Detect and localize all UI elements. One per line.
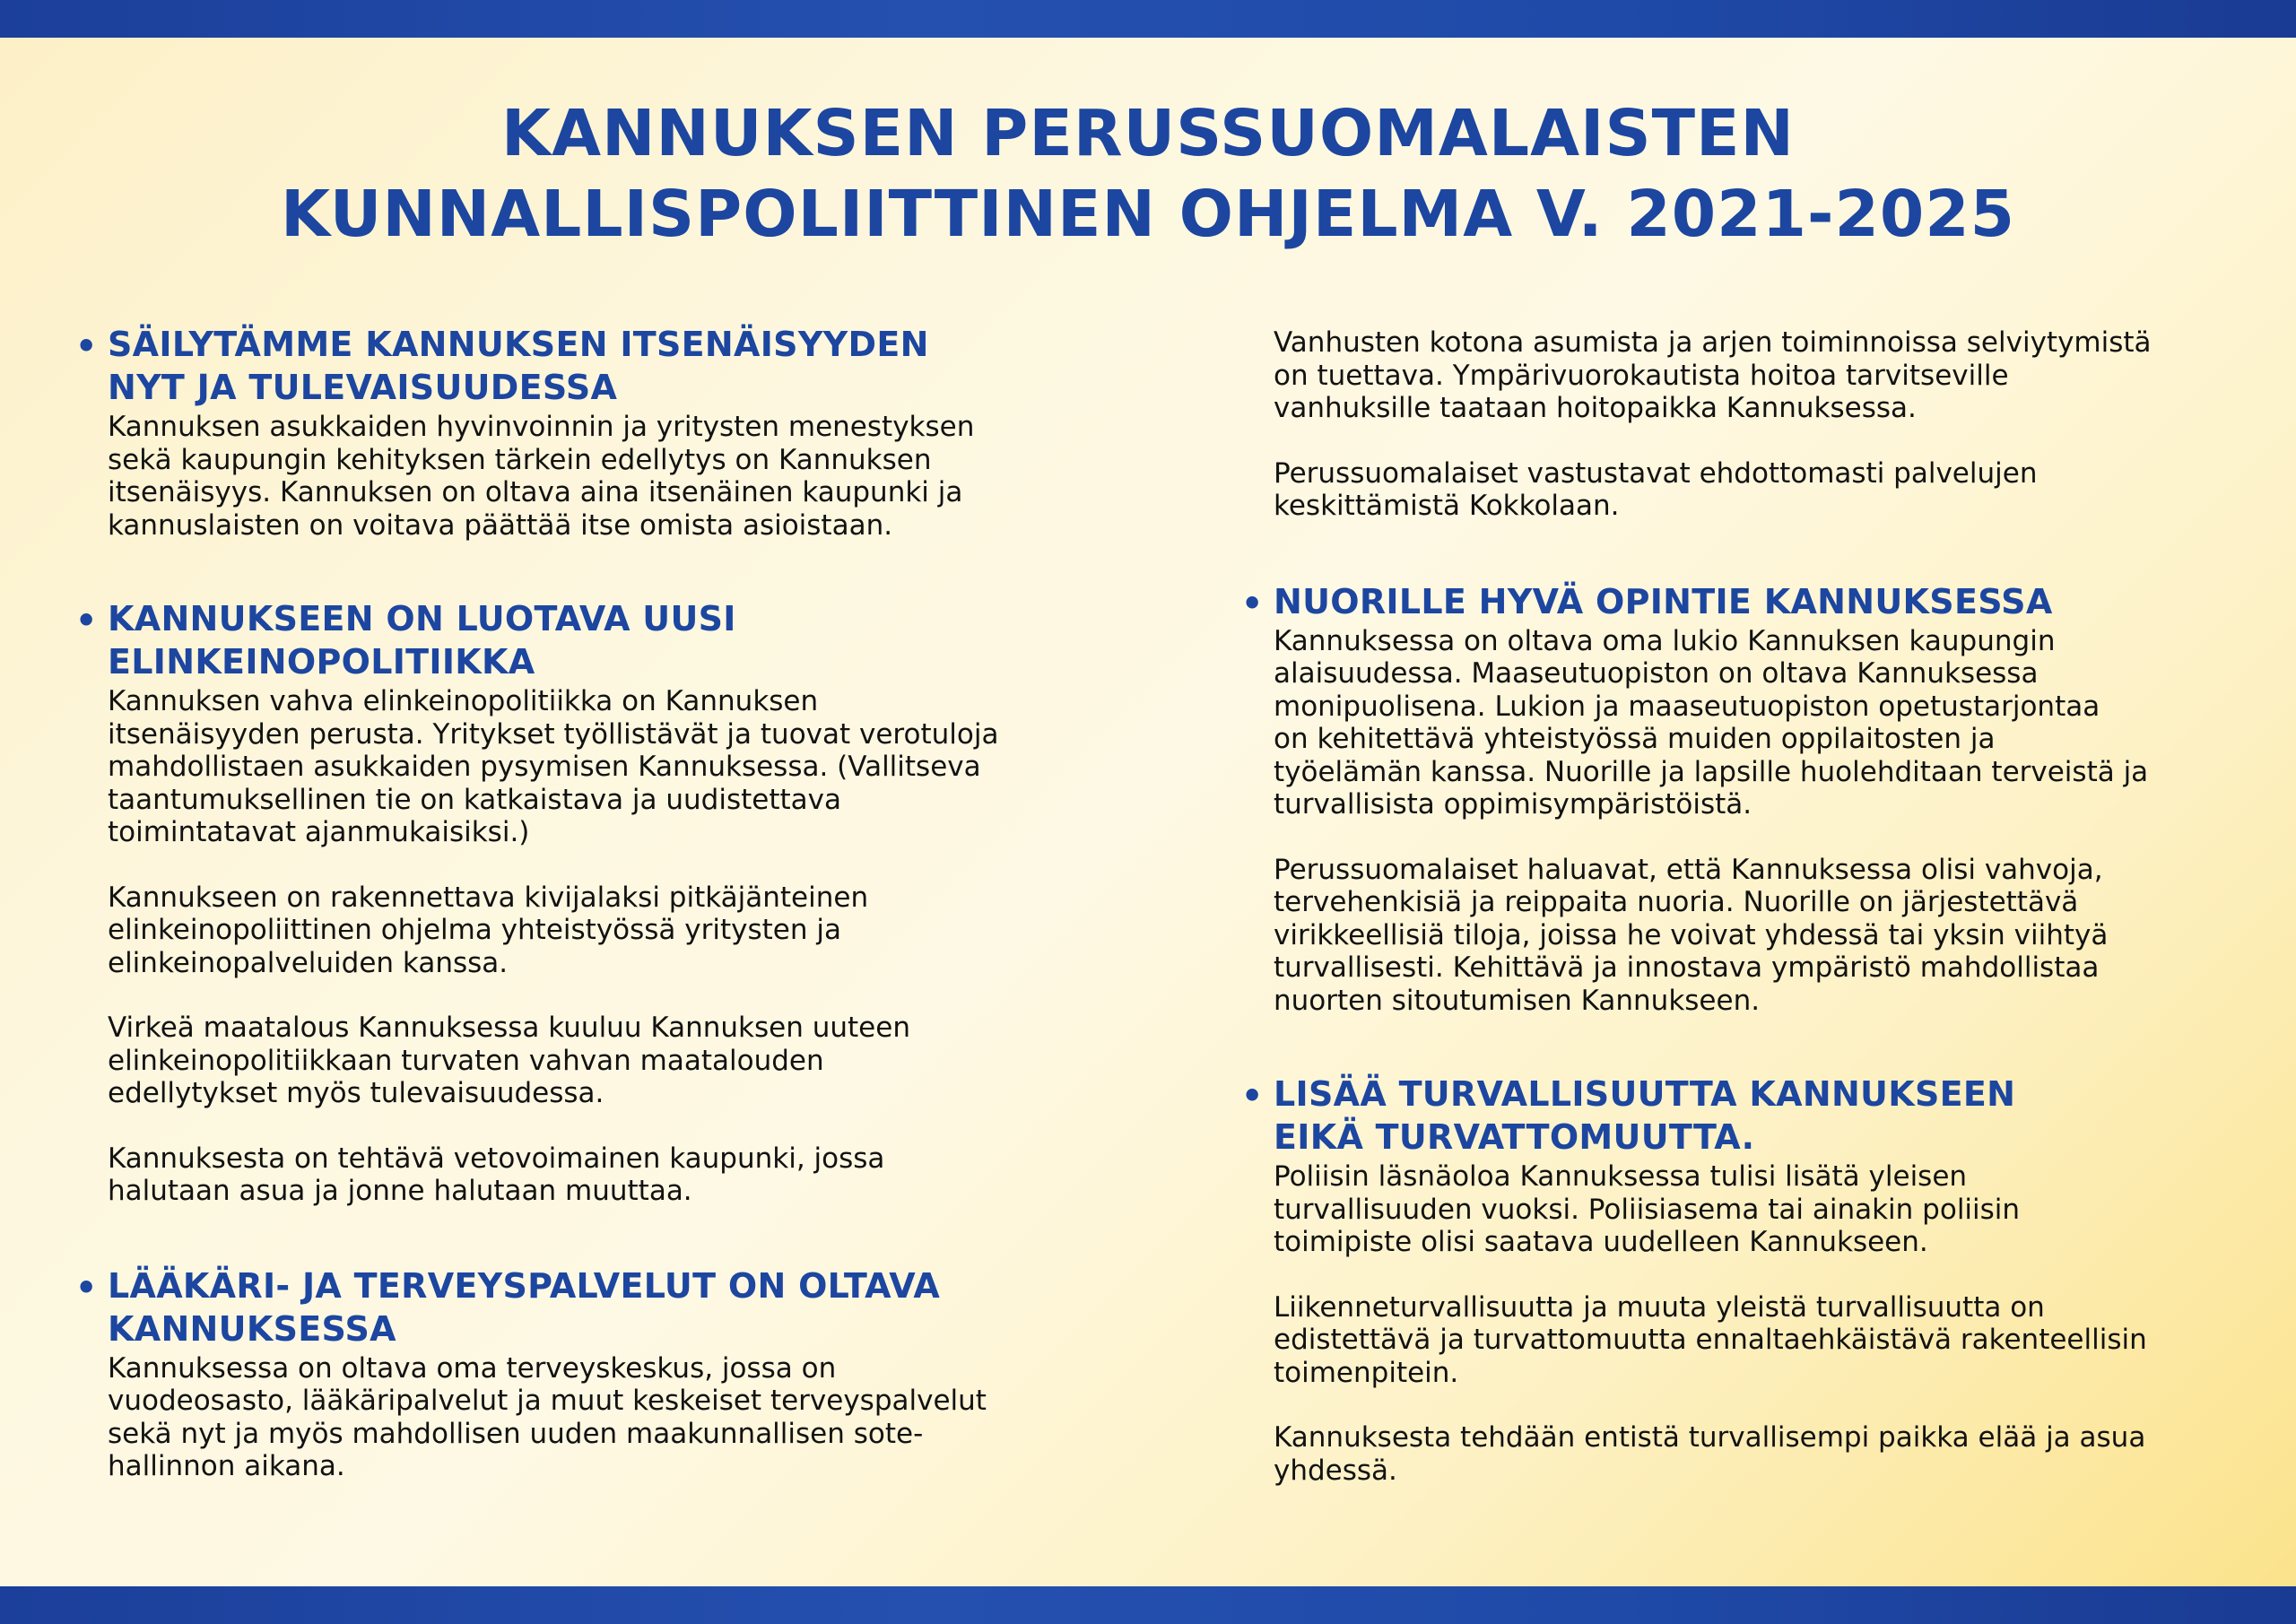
section-heading xyxy=(1241,580,2246,623)
section-business-policy xyxy=(75,597,1089,1208)
paragraph: Kannukseen on rakennettava kivijalaksi pitkäjänteinen elinkeinopoliittinen ohjelma yhteistyössä yritysten ja elinkeinopalveluiden kanssa. xyxy=(108,881,869,979)
section-safety xyxy=(1241,1073,2246,1487)
section-heading xyxy=(75,597,1089,683)
paragraph: Kannuksessa on oltava oma lukio Kannuksen kaupungin alaisuudessa. Maaseutuopiston on oltava Kannuksessa monipuolisena. Lukion ja maaseutuopiston opetustarjontaa on kehitettävä yhteistyössä muiden oppilaitosten ja työelämän kanssa. Nuorille ja lapsille huolehditaan terveistä ja turvallisista oppimisympäristöistä. xyxy=(1274,624,2149,821)
left-column xyxy=(75,323,1089,1483)
bullet-icon: • xyxy=(75,1267,98,1307)
paragraph: Perussuomalaiset haluavat, että Kannuksessa olisi vahvoja, tervehenkisiä ja reippaita nuoria. Nuorille on järjestettävä virikkeellisiä tiloja, joissa he voivat yhdessä tai yksin viihtyä turvallisesti. Kehittävä ja innostava ympäristö mahdollistaa nuorten sitoutumisen Kannukseen. xyxy=(1274,853,2109,1017)
bullet-icon: • xyxy=(1241,1076,1264,1116)
paragraph: Kannuksen asukkaiden hyvinvoinnin ja yritysten menestyksen sekä kaupungin kehityksen tärkein edellytys on Kannuksen itsenäisyys. Kannuksen on oltava aina itsenäinen kaupunki ja kannuslaisten on voitava päättää itse omista asioistaan. xyxy=(108,411,975,542)
section-heading xyxy=(1241,1073,2246,1159)
paragraph: Kannuksesta tehdään entistä turvallisempi paikka elää ja asua yhdessä. xyxy=(1274,1421,2146,1487)
title-line-1: KANNUKSEN PERUSSUOMALAISTEN xyxy=(501,96,1795,170)
top-blue-band xyxy=(0,0,2296,38)
section-youth-education xyxy=(1241,580,2246,1018)
bullet-icon: • xyxy=(1241,583,1264,623)
paragraph: Virkeä maatalous Kannuksessa kuuluu Kannuksen uuteen elinkeinopolitiikkaan turvaten vahvan maatalouden edellytykset myös tulevaisuudessa. xyxy=(108,1012,910,1109)
heading-line-2: NYT JA TULEVAISUUDESSA xyxy=(108,368,618,407)
bullet-icon: • xyxy=(75,326,98,366)
paragraph: Poliisin läsnäoloa Kannuksessa tulisi lisätä yleisen turvallisuuden vuoksi. Poliisiasema tai ainakin poliisin toimipiste olisi saatava uudelleen Kannukseen. xyxy=(1274,1160,2021,1258)
paragraph: Vanhusten kotona asumista ja arjen toiminnoissa selviytymistä on tuettava. Ympärivuorokautista hoitoa tarvitseville vanhuksille taataan hoitopaikka Kannuksessa. xyxy=(1274,326,2152,424)
heading-line-2: ELINKEINOPOLITIIKKA xyxy=(108,642,535,682)
heading-line-1: KANNUKSEEN ON LUOTAVA UUSI xyxy=(108,599,736,638)
section-heading xyxy=(75,1264,1089,1350)
heading-line-1: NUORILLE HYVÄ OPINTIE KANNUKSESSA xyxy=(1274,581,2053,621)
heading-line-1: LISÄÄ TURVALLISUUTTA KANNUKSEEN xyxy=(1274,1074,2016,1114)
paragraph: Liikenneturvallisuutta ja muuta yleistä turvallisuutta on edistettävä ja turvattomuutta ennaltaehkäistävä rakenteellisin toimenpitein. xyxy=(1274,1290,2147,1389)
right-column xyxy=(1241,326,2246,1487)
heading-line-1: SÄILYTÄMME KANNUKSEN ITSENÄISYYDEN xyxy=(108,325,929,364)
section-health-services xyxy=(75,1264,1089,1483)
section-heading xyxy=(75,323,1089,409)
paragraph: Perussuomalaiset vastustavat ehdottomasti palvelujen keskittämistä Kokkolaan. xyxy=(1274,456,2038,522)
heading-line-2: KANNUKSESSA xyxy=(108,1308,396,1349)
section-elderly-care xyxy=(1241,326,2246,523)
paragraph: Kannuksesta on tehtävä vetovoimainen kaupunki, jossa halutaan asua ja jonne halutaan muuttaa. xyxy=(108,1142,885,1207)
section-independence xyxy=(75,323,1089,542)
bullet-icon: • xyxy=(75,601,98,640)
heading-line-2: EIKÄ TURVATTOMUUTTA. xyxy=(1274,1117,1755,1157)
heading-line-1: LÄÄKÄRI- JA TERVEYSPALVELUT ON OLTAVA xyxy=(108,1265,941,1306)
page-title xyxy=(0,93,2296,255)
bottom-blue-band xyxy=(0,1586,2296,1624)
paragraph: Kannuksen vahva elinkeinopolitiikka on Kannuksen itsenäisyyden perusta. Yritykset työllistävät ja tuovat verotuloja mahdollistaen asukkaiden pysymisen Kannuksessa. (Vallitseva taantumuksellinen tie on katkaistava ja uudistettava toimintatavat ajanmukaisiksi.) xyxy=(108,685,999,848)
title-line-2: KUNNALLISPOLIITTINEN OHJELMA V. 2021-2025 xyxy=(280,177,2016,251)
paragraph: Kannuksessa on oltava oma terveyskeskus, jossa on vuodeosasto, lääkäripalvelut ja muut keskeiset terveyspalvelut sekä nyt ja myös mahdollisen uuden maakunnallisen sote- hallinnon aikana. xyxy=(108,1351,987,1482)
